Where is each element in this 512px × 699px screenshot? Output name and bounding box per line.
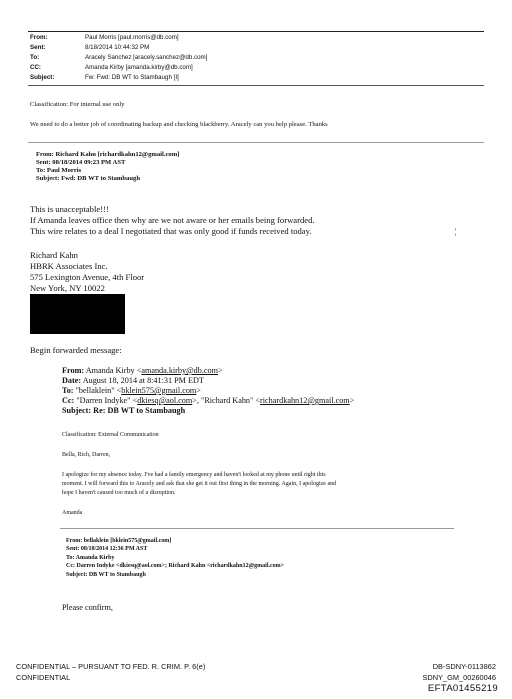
fwd2-from-row: From: Amanda Kirby <amanda.kirby@db.com> (62, 366, 223, 375)
header-from-value: Paul Morris [paul.morris@db.com] (85, 34, 179, 41)
kahn-line-2: If Amanda leaves office then why are we not aware or her emails being forwarded. (30, 215, 315, 225)
header-cc-label: CC: (30, 64, 41, 71)
fwd2-cc-email-2[interactable]: richardkahn12@gmail.com (260, 396, 350, 405)
divider-2 (60, 528, 454, 529)
fwd3-subject: Subject: DB WT to Stambaugh (66, 572, 146, 578)
header-bottom-rule (28, 85, 484, 86)
fwd2-cc-email-1[interactable]: dkiesq@aol.com (137, 396, 193, 405)
fwd3-from: From: bellaklein [bklein575@gmail.com] (66, 538, 172, 544)
fwd3-cc: Cc: Darren Indyke <dkiesq@aol.com>; Richard Kahn <richardkahn12@gmail.com> (66, 563, 285, 569)
header-from-label: From: (30, 34, 48, 41)
amanda-line-3: hope I haven't caused too much of a disruption. (62, 490, 176, 496)
header-to-value: Aracely Sanchez [aracely.sanchez@db.com] (85, 54, 208, 61)
footer-confidential-rule: CONFIDENTIAL – PURSUANT TO FED. R. CRIM. P. 6(e) (16, 662, 206, 671)
fwd1-sent: Sent: 08/18/2014 09:23 PM AST (36, 159, 126, 166)
fwd2-subject-row (62, 406, 185, 416)
fwd2-subject-value: Re: DB WT to Stambaugh (93, 406, 186, 415)
signature-line-2: HBRK Associates Inc. (30, 261, 108, 271)
redaction-box (30, 294, 125, 334)
fwd2-cc-row: Cc: "Darren Indyke" <dkiesq@aol.com>, "Richard Kahn" <richardkahn12@gmail.com> (62, 396, 355, 405)
margin-mark: ¦ (455, 227, 457, 236)
fwd2-from-email[interactable]: amanda.kirby@db.com (141, 366, 218, 375)
header-subject-label: Subject: (30, 74, 55, 81)
signature-line-4: New York, NY 10022 (30, 283, 105, 293)
greeting: Bella, Rich, Darren, (62, 452, 111, 458)
fwd2-cc-label: Cc: (62, 396, 75, 405)
fwd3-sent: Sent: 08/18/2014 12:36 PM AST (66, 546, 148, 552)
header-sent-value: 8/18/2014 10:44:32 PM (85, 44, 150, 51)
signature-line-1: Richard Kahn (30, 250, 78, 260)
classification-external: Classification: External Communication (62, 432, 159, 438)
footer-confidential: CONFIDENTIAL (16, 673, 71, 682)
header-subject-value: Fw: Fwd: DB WT to Stambaugh [I] (85, 74, 179, 81)
fwd2-to-name: "bellaklein" (75, 386, 115, 395)
signature-line-3: 575 Lexington Avenue, 4th Floor (30, 272, 145, 282)
fwd2-from-name: Amanda Kirby (85, 366, 135, 375)
kahn-line-1: This is unacceptable!!! (30, 204, 109, 214)
fwd2-date-value: August 18, 2014 at 8:41:31 PM EDT (82, 376, 204, 385)
fwd2-to-email[interactable]: bklein575@gmail.com (121, 386, 197, 395)
fwd2-to-row: To: "bellaklein" <bklein575@gmail.com> (62, 386, 201, 395)
header-sent-label: Sent: (30, 44, 46, 51)
header-cc-value: Amanda Kirby [amanda.kirby@db.com] (85, 64, 193, 71)
footer-bates-efta: EFTA01455219 (427, 683, 498, 694)
message-paul-morris: We need to do a better job of coordinating backup and checking blackberry. Aracely can you help please. Thanks (30, 121, 328, 128)
fwd2-to-label: To: (62, 386, 74, 395)
please-confirm: Please confirm, (62, 603, 113, 612)
amanda-line-2: moment. I will forward this to Aracely and ask that she get it out first thing in the morning. Again, I apologize and (62, 481, 337, 487)
footer-bates-sdny: SDNY_GM_00260046 (422, 673, 496, 682)
fwd3-to: To: Amanda Kirby (66, 555, 115, 561)
fwd2-subject-label: Subject: (62, 406, 92, 415)
amanda-line-1: I apologize for my absence today. I've had a family emergency and haven't looked at my phone until right this (62, 472, 326, 478)
header-top-rule (28, 31, 484, 32)
fwd1-from: From: Richard Kahn [richardkahn12@gmail.com] (36, 151, 180, 158)
footer-bates-db: DB-SDNY-0113862 (432, 662, 496, 671)
fwd2-cc-name-2: "Richard Kahn" (200, 396, 254, 405)
divider-1 (28, 142, 484, 143)
fwd2-date-row (62, 376, 204, 386)
begin-forwarded-label: Begin forwarded message: (30, 345, 122, 355)
amanda-signoff: Amanda (62, 510, 83, 516)
fwd1-subject: Subject: Fwd: DB WT to Stambaugh (36, 175, 140, 182)
fwd2-from-label: From: (62, 366, 85, 375)
fwd2-cc-name-1: "Darren Indyke" (76, 396, 131, 405)
fwd1-to: To: Paul Morris (36, 167, 82, 174)
header-to-label: To: (30, 54, 40, 61)
classification-internal: Classification: For internal use only (30, 101, 125, 108)
kahn-line-3: This wire relates to a deal I negotiated that was only good if funds received today. (30, 226, 312, 236)
fwd2-date-label: Date: (62, 376, 82, 385)
